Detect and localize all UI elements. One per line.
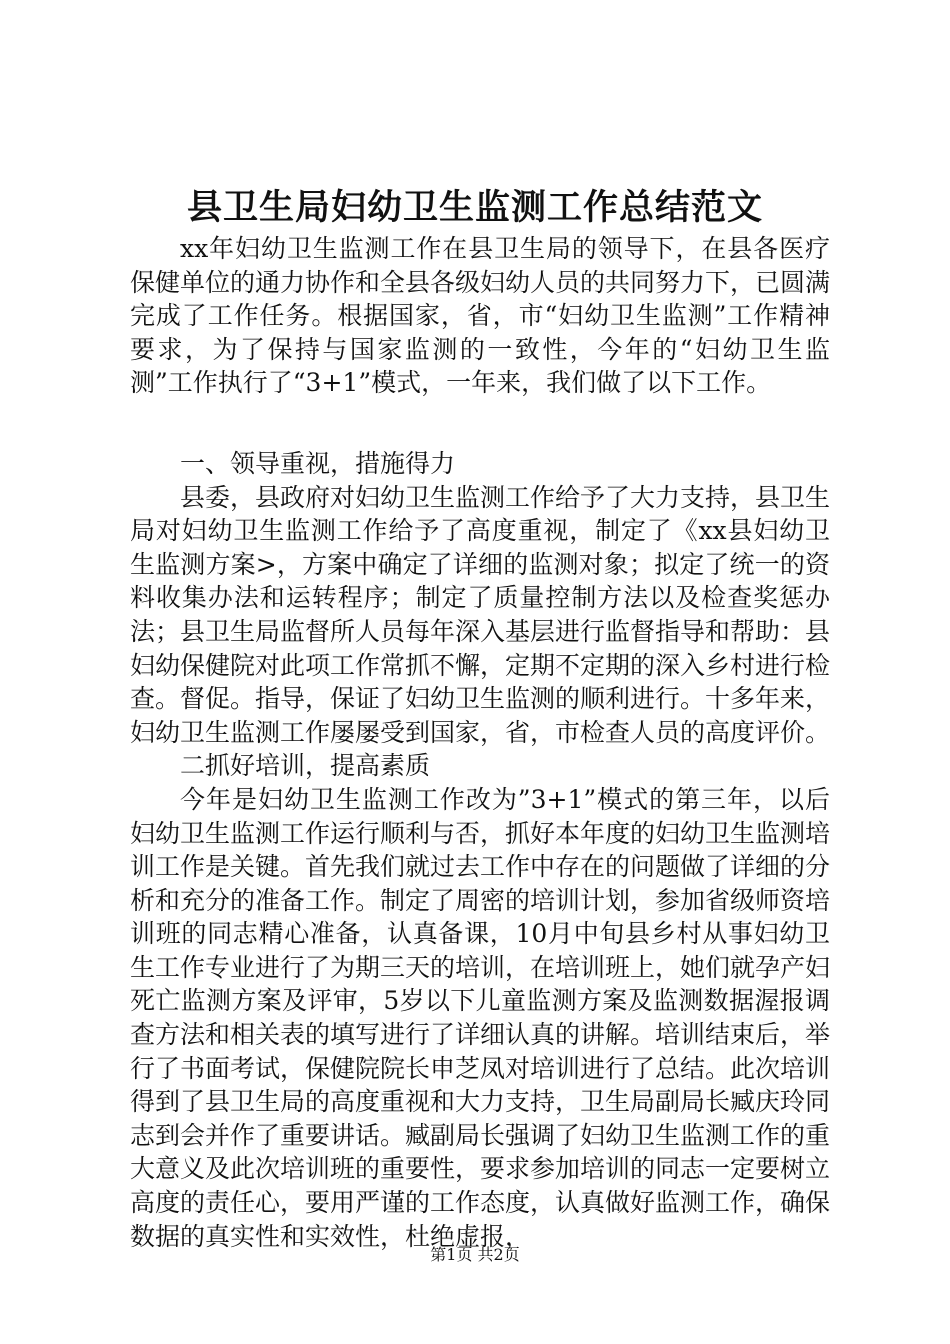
page-number-footer: 第1页 共2页 bbox=[430, 1245, 520, 1264]
section-heading-2: 二抓好培训，提高素质 bbox=[180, 751, 431, 781]
document-body bbox=[130, 232, 830, 1253]
section-paragraph-2: 今年是妇幼卫生监测工作改为”3+1”模式的第三年，以后妇幼卫生监测工作运行顺利与否，抓好本年度的妇幼卫生监测培训工作是关键。首先我们就过去工作中存在的问题做了详细的分析和充分的准备工作。制定了周密的培训计划，参加省级师资培训班的同志精心准备，认真备课，10月中旬县乡村从事妇幼卫生工作专业进行了为期三天的培训，在培训班上，她们就孕产妇死亡监测方案及评审，5岁以下儿童监测方案及监测数据渥报调查方法和相关表的填写进行了详细认真的讲解。培训结束后，举行了书面考试，保健院院长申芝凤对培训进行了总结。此次培训得到了县卫生局的高度重视和大力支持，卫生局副局长臧庆玲同志到会并作了重要讲话。臧副局长强调了妇幼卫生监测工作的重大意义及此次培训班的重要性，要求参加培训的同志一定要树立高度的责任心，要用严谨的工作态度，认真做好监测工作，确保数据的真实性和实效性，杜绝虚报， bbox=[130, 784, 831, 1251]
intro-paragraph: xx年妇幼卫生监测工作在县卫生局的领导下，在县各医疗保健单位的通力协作和全县各级妇幼人员的共同努力下，已圆满完成了工作任务。根据国家，省，市“妇幼卫生监测”工作精神要求，为了保持与国家监测的一致性，今年的“妇幼卫生监测”工作执行了“3+1”模式，一年来，我们做了以下工作。 bbox=[130, 234, 831, 398]
section-heading-1: 一、领导重视，措施得力 bbox=[180, 448, 456, 478]
paragraph-gap bbox=[130, 400, 830, 447]
document-title: 县卫生局妇幼卫生监测工作总结范文 bbox=[186, 187, 763, 228]
section-paragraph-1: 县委，县政府对妇幼卫生监测工作给予了大力支持，县卫生局对妇幼卫生监测工作给予了高度重视，制定了《xx县妇幼卫生监测方案>，方案中确定了详细的监测对象；拟定了统一的资料收集办法和运转程序；制定了质量控制方法以及检查奖惩办法；县卫生局监督所人员每年深入基层进行监督指导和帮助：县妇幼保健院对此项工作常抓不懈，定期不定期的深入乡村进行检查。督促。指导，保证了妇幼卫生监测的顺利进行。十多年来，妇幼卫生监测工作屡屡受到国家，省，市检查人员的高度评价。 bbox=[130, 482, 831, 747]
